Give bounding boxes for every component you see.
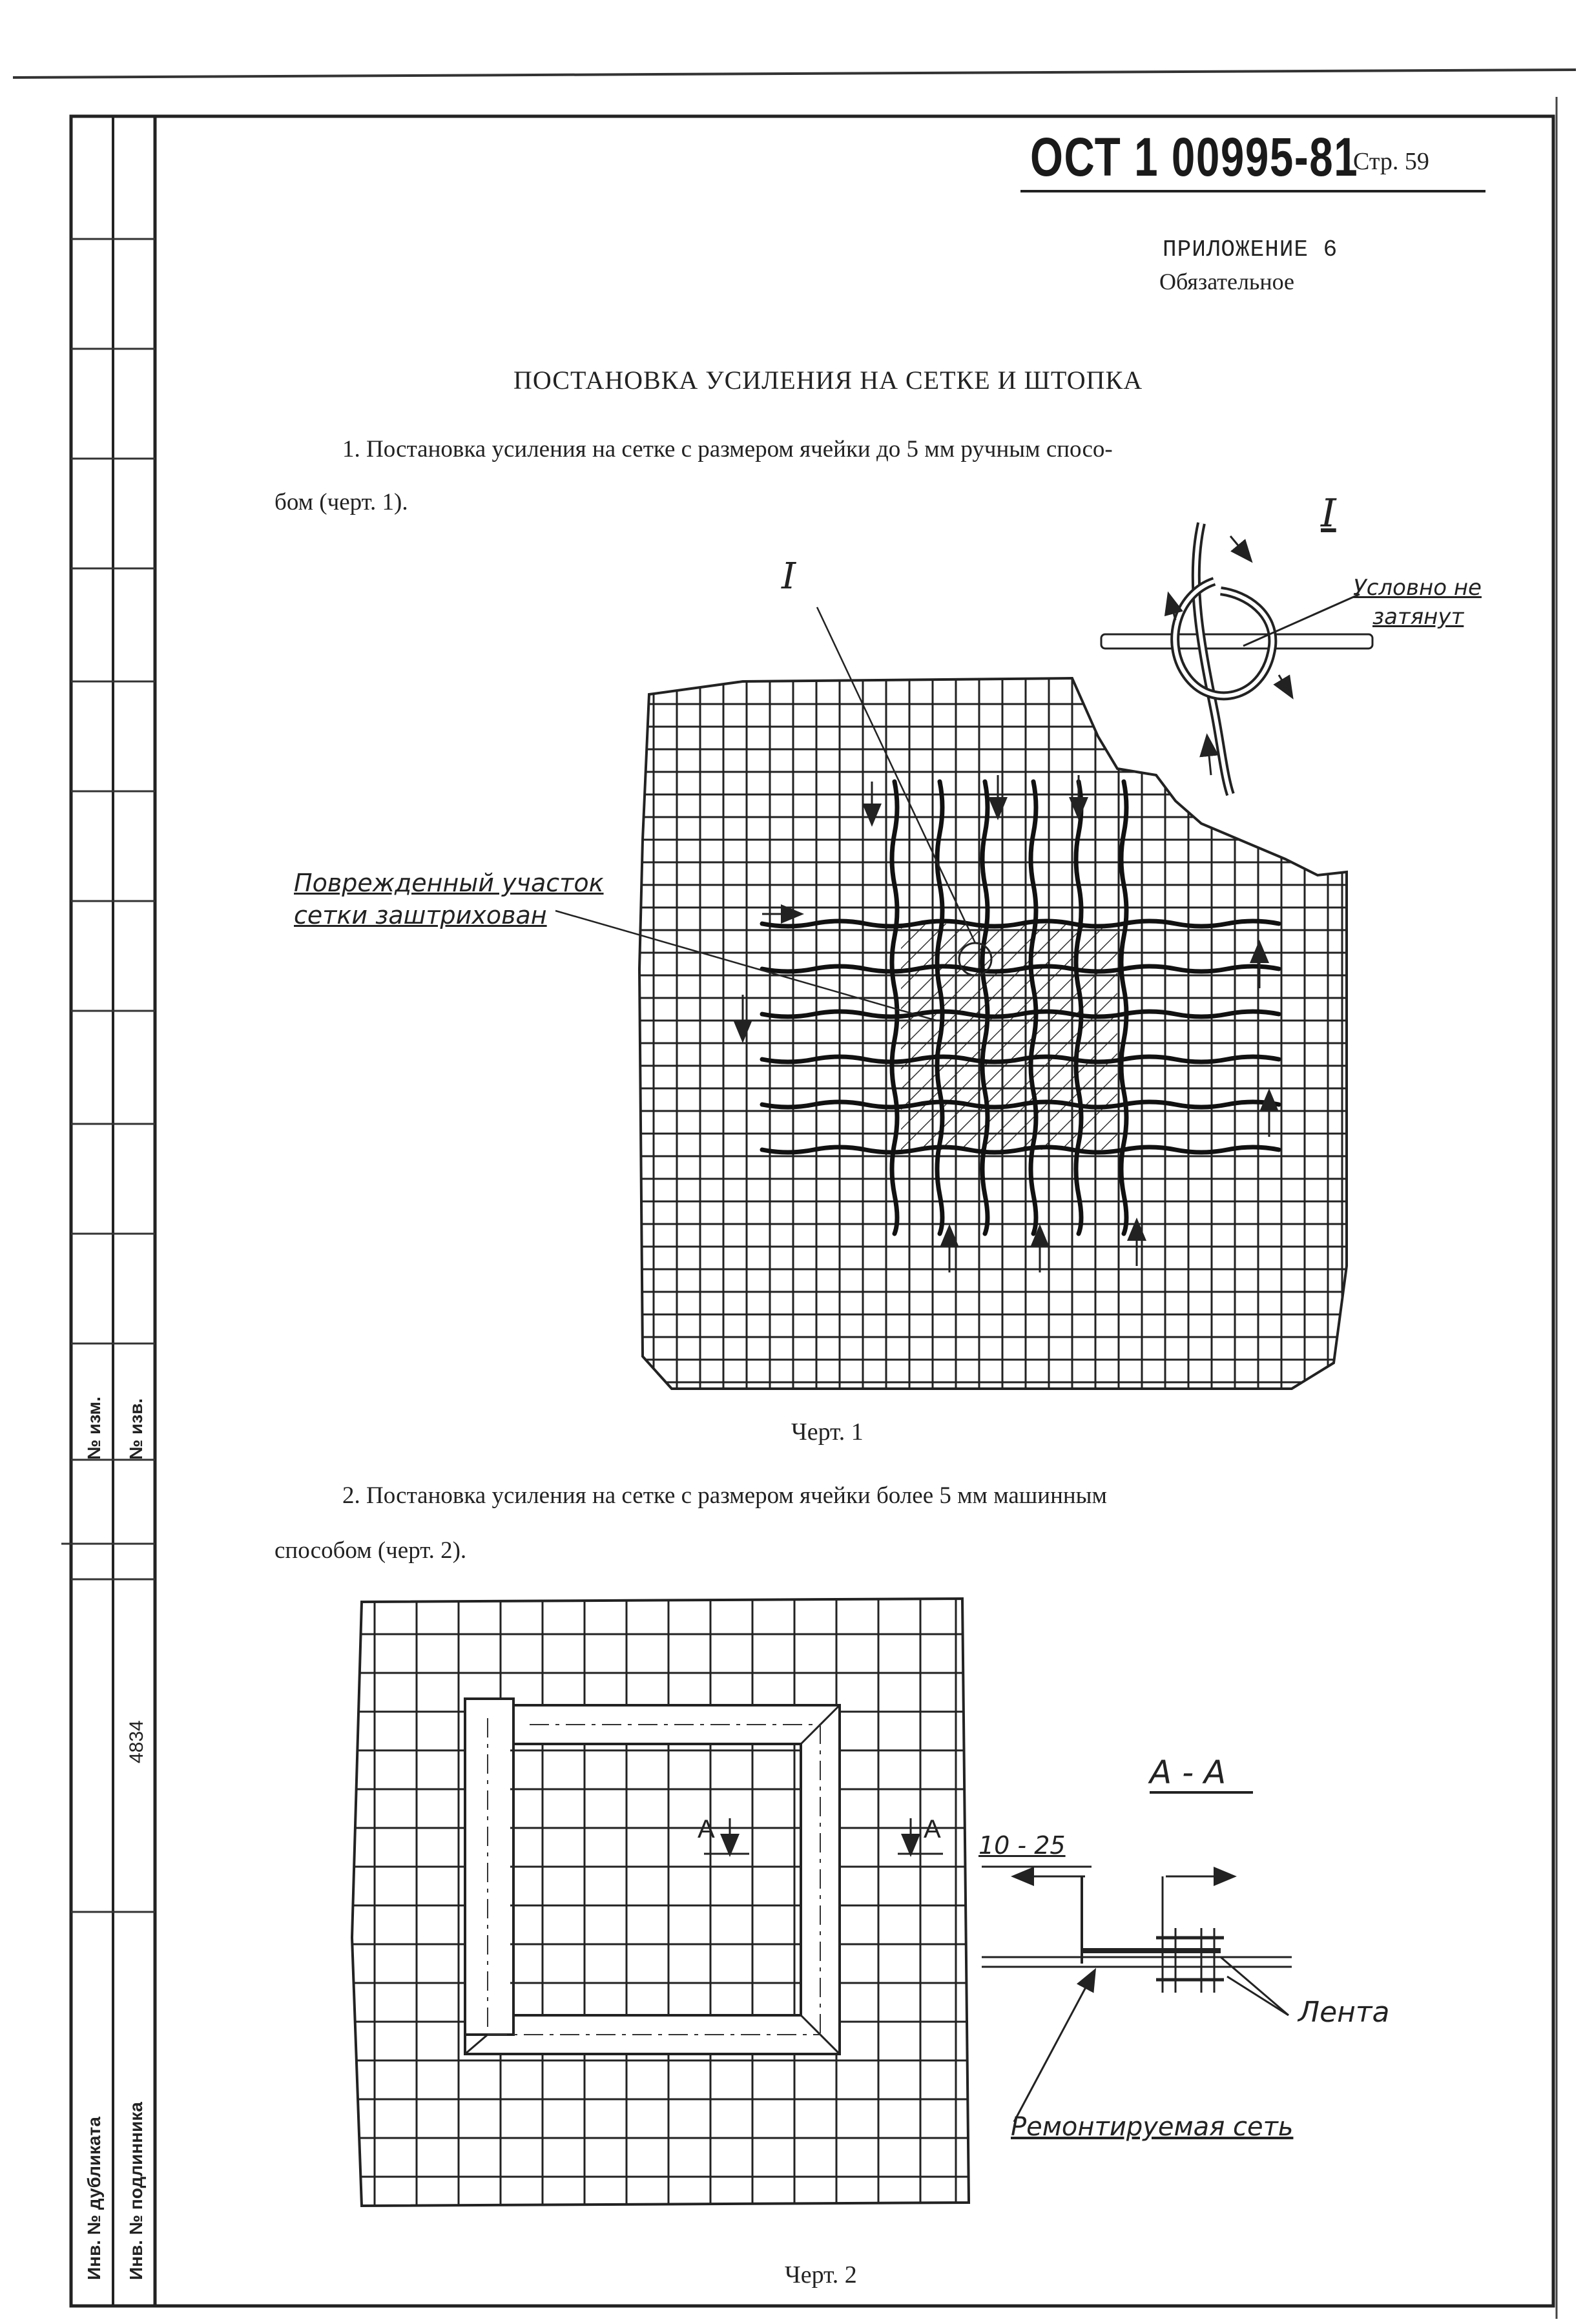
stamp-izv: № изв. xyxy=(126,1398,146,1460)
stamp-duplicate: Инв. № дубликата xyxy=(84,2117,104,2280)
net-label: Ремонтируемая сеть xyxy=(1011,2112,1294,2142)
section-title: ПОСТАНОВКА УСИЛЕНИЯ НА СЕТКЕ И ШТОПКА xyxy=(513,366,1143,395)
fig2-grid xyxy=(349,1589,975,2215)
para1-line1: 1. Постановка усиления на сетке с размером ячейки до 5 мм ручным спосо- xyxy=(342,436,1113,462)
appendix-title: ПРИЛОЖЕНИЕ 6 xyxy=(1163,236,1338,263)
dimension-label: 10 - 25 xyxy=(978,1831,1066,1860)
para2-line2: способом (черт. 2). xyxy=(274,1537,467,1564)
detail-note-2: затянут xyxy=(1372,604,1464,630)
appendix-status: Обязательное xyxy=(1159,269,1295,295)
page-number: Стр. 59 xyxy=(1353,148,1429,175)
stamp-original: Инв. № подлинника xyxy=(126,2102,146,2280)
stamp-number: 4834 xyxy=(126,1720,147,1763)
fig1-caption: Черт. 1 xyxy=(791,1418,864,1446)
fig2-inner-grid xyxy=(510,1744,801,2015)
section-marker-right: А xyxy=(924,1815,941,1843)
doc-code: ОСТ 1 00995-81 xyxy=(1030,127,1359,187)
damaged-label-1: Поврежденный участок xyxy=(294,869,604,897)
para1-line2: бом (черт. 1). xyxy=(274,489,408,515)
fig2-caption: Черт. 2 xyxy=(785,2261,857,2288)
damaged-label-2: сетки заштрихован xyxy=(294,901,547,929)
detail-label: I xyxy=(1321,491,1336,536)
callout-label: I xyxy=(781,555,796,597)
fig2-outline xyxy=(352,1599,969,2206)
tape-label: Лента xyxy=(1298,1996,1390,2029)
section-title: А - А xyxy=(1150,1754,1227,1791)
tape-frame xyxy=(465,1699,840,2054)
section-marker-left: А xyxy=(698,1815,715,1843)
para2-line1: 2. Постановка усиления на сетке с размером ячейки более 5 мм машинным xyxy=(342,1482,1107,1509)
detail-note-1: Условно не xyxy=(1353,575,1482,601)
stamp-izm: № изм. xyxy=(84,1396,104,1460)
